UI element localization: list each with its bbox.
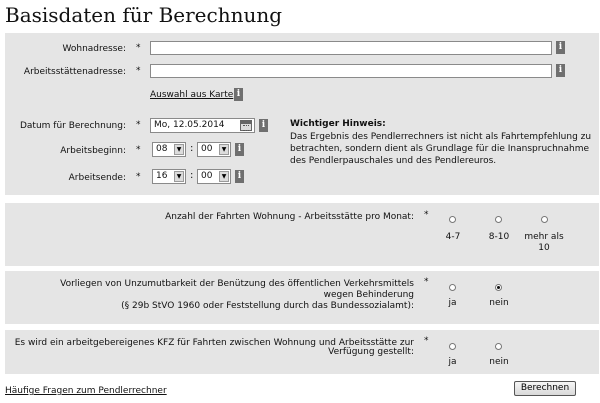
trips-option-label: 4-7 bbox=[445, 232, 461, 242]
info-icon[interactable]: i bbox=[556, 41, 565, 54]
disability-question-line1: Vorliegen von Unzumutbarkeit der Benützung des öffentlichen Verkehrsmittels wegen Behinderung bbox=[60, 279, 414, 300]
trips-option-label: mehr als 10 bbox=[524, 232, 564, 253]
required-marker: * bbox=[136, 120, 141, 130]
required-marker: * bbox=[136, 145, 141, 155]
company-car-radio-no[interactable] bbox=[495, 343, 502, 350]
work-address-input[interactable] bbox=[150, 64, 552, 78]
company-car-option-label: nein bbox=[489, 357, 509, 367]
trips-radio-8-10[interactable] bbox=[495, 216, 502, 223]
disability-option-label: ja bbox=[448, 298, 457, 308]
info-icon[interactable]: i bbox=[235, 170, 244, 183]
work-end-label: Arbeitsende: bbox=[68, 173, 126, 183]
work-start-hour-value: 08 bbox=[156, 144, 168, 154]
trips-option-label: 8-10 bbox=[488, 232, 510, 242]
disability-option-label: nein bbox=[489, 298, 509, 308]
map-selection-link[interactable]: Auswahl aus Karte bbox=[150, 90, 234, 100]
base-data-panel bbox=[5, 33, 599, 195]
info-icon[interactable]: i bbox=[235, 143, 244, 156]
faq-link[interactable]: Häufige Fragen zum Pendlerrechner bbox=[5, 386, 167, 396]
work-end-minute-value: 00 bbox=[201, 171, 213, 181]
work-end-hour-value: 16 bbox=[156, 171, 168, 181]
home-address-label: Wohnadresse: bbox=[62, 44, 126, 54]
required-marker: * bbox=[136, 66, 141, 76]
time-separator: : bbox=[190, 143, 194, 154]
date-value: Mo, 12.05.2014 bbox=[154, 120, 225, 130]
company-car-question-line1: Es wird ein arbeitgebereigenes KFZ für Fahrten zwischen Wohnung und Arbeitsstätte zur bbox=[14, 338, 414, 348]
work-start-minute-value: 00 bbox=[201, 144, 213, 154]
info-icon[interactable]: i bbox=[234, 88, 243, 101]
calendar-icon[interactable] bbox=[240, 120, 252, 131]
required-marker: * bbox=[136, 43, 141, 53]
trips-question: Anzahl der Fahrten Wohnung - Arbeitsstätte pro Monat: bbox=[165, 212, 414, 222]
hint-title: Wichtiger Hinweis: bbox=[290, 119, 386, 129]
company-car-radio-yes[interactable] bbox=[449, 343, 456, 350]
company-car-question-line2: Verfügung gestellt: bbox=[328, 347, 414, 357]
work-start-hour-select[interactable] bbox=[152, 142, 186, 157]
work-end-minute-select[interactable] bbox=[197, 169, 231, 184]
required-marker: * bbox=[424, 336, 429, 346]
chevron-down-icon[interactable]: ▼ bbox=[174, 144, 184, 155]
work-start-label: Arbeitsbeginn: bbox=[60, 146, 126, 156]
info-icon[interactable]: i bbox=[556, 64, 565, 77]
company-car-option-label: ja bbox=[448, 357, 457, 367]
disability-question-line2: (§ 29b StVO 1960 oder Feststellung durch das Bundessozialamt): bbox=[121, 301, 414, 311]
page-title: Basisdaten für Berechnung bbox=[5, 3, 283, 27]
trips-radio-4-7[interactable] bbox=[449, 216, 456, 223]
chevron-down-icon[interactable]: ▼ bbox=[219, 144, 229, 155]
work-address-label: Arbeitsstättenadresse: bbox=[23, 67, 126, 77]
disability-radio-yes[interactable] bbox=[449, 284, 456, 291]
disability-radio-no[interactable] bbox=[495, 284, 502, 291]
work-end-hour-select[interactable] bbox=[152, 169, 186, 184]
info-icon[interactable]: i bbox=[259, 119, 268, 132]
required-marker: * bbox=[136, 172, 141, 182]
date-label: Datum für Berechnung: bbox=[19, 121, 126, 131]
home-address-input[interactable] bbox=[150, 41, 552, 55]
required-marker: * bbox=[424, 210, 429, 220]
chevron-down-icon[interactable]: ▼ bbox=[174, 171, 184, 182]
date-input[interactable] bbox=[150, 118, 255, 133]
trips-radio-more-than-10[interactable] bbox=[541, 216, 548, 223]
required-marker: * bbox=[424, 277, 429, 287]
chevron-down-icon[interactable]: ▼ bbox=[219, 171, 229, 182]
work-start-minute-select[interactable] bbox=[197, 142, 231, 157]
calculate-button[interactable]: Berechnen bbox=[514, 381, 576, 396]
hint-text: Das Ergebnis des Pendlerrechners ist nicht als Fahrtempfehlung zu betrachten, sondern dient als Grundlage für die Inanspruchnahme des Pendlerpauschales und des Pendlereuros. bbox=[290, 132, 592, 166]
time-separator: : bbox=[190, 170, 194, 181]
